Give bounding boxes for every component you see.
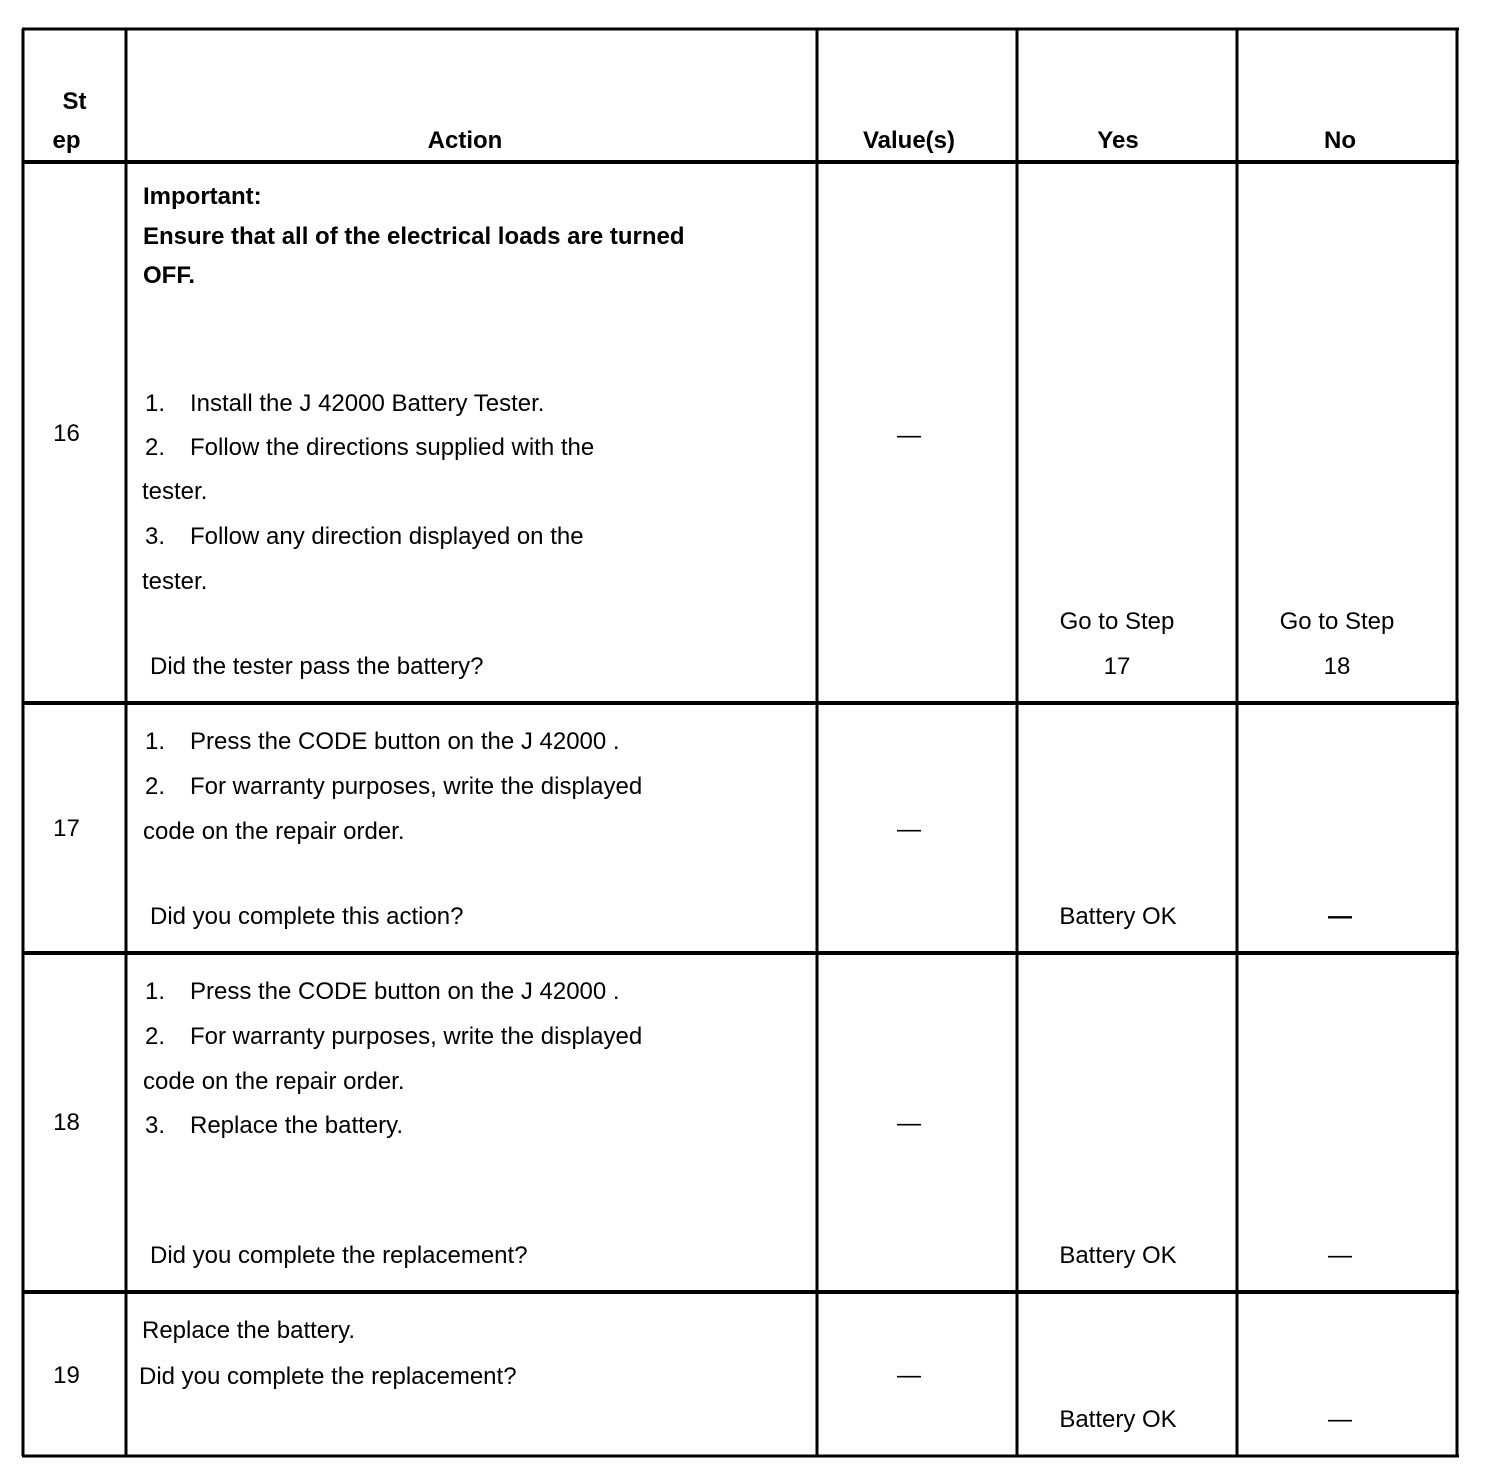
no-cell: —	[1328, 1406, 1352, 1433]
yes-cell: Battery OK	[1059, 903, 1177, 930]
step-question: Did the tester pass the battery?	[150, 653, 484, 680]
yes-cell: Go to Step	[1059, 608, 1175, 635]
list-item-text: tester.	[142, 568, 208, 595]
list-item-number: 3.	[145, 1112, 166, 1139]
no-cell: —	[1328, 1242, 1352, 1269]
list-item-text: Press the CODE button on the J 42000 .	[190, 728, 620, 755]
list-item-text: Replace the battery.	[190, 1112, 404, 1139]
list-item-text: Press the CODE button on the J 42000 .	[190, 978, 620, 1005]
list-item-text: For warranty purposes, write the displayed	[190, 773, 643, 800]
important-text: OFF.	[143, 262, 195, 289]
list-item-number: 2.	[145, 1023, 166, 1050]
yes-cell: 17	[1103, 653, 1131, 680]
list-item-text: Install the J 42000 Battery Tester.	[190, 390, 545, 417]
important-label: Important:	[143, 183, 262, 210]
no-cell: —	[1328, 903, 1352, 930]
step-question: Did you complete the replacement?	[139, 1363, 517, 1390]
yes-cell: Battery OK	[1059, 1242, 1177, 1269]
step-number: 19	[53, 1362, 80, 1389]
yes-cell: Battery OK	[1059, 1406, 1177, 1433]
step-number: 16	[53, 420, 80, 447]
list-item-number: 1.	[145, 978, 166, 1005]
list-item-text: For warranty purposes, write the displayed	[190, 1023, 643, 1050]
value-cell: —	[897, 422, 921, 449]
list-item-text: Follow the directions supplied with the	[190, 434, 595, 461]
value-cell: —	[897, 1110, 921, 1137]
list-item-number: 3.	[145, 523, 166, 550]
header-yes: Yes	[1097, 127, 1139, 154]
header-step-line1: St	[62, 88, 87, 115]
header-step-line2: ep	[52, 127, 81, 154]
header-action: Action	[427, 127, 503, 154]
header-values: Value(s)	[862, 127, 956, 154]
step-action-text: Replace the battery.	[142, 1317, 356, 1344]
list-item-number: 2.	[145, 434, 166, 461]
header-no: No	[1324, 127, 1356, 154]
step-number: 18	[53, 1109, 80, 1136]
list-item-text: Follow any direction displayed on the	[190, 523, 584, 550]
list-item-number: 2.	[145, 773, 166, 800]
step-number: 17	[53, 815, 80, 842]
list-item-number: 1.	[145, 728, 166, 755]
step-question: Did you complete the replacement?	[150, 1242, 528, 1269]
list-item-text: tester.	[142, 478, 208, 505]
list-item-text: code on the repair order.	[143, 1068, 405, 1095]
no-cell: 18	[1323, 653, 1351, 680]
value-cell: —	[897, 816, 921, 843]
step-question: Did you complete this action?	[150, 903, 464, 930]
important-text: Ensure that all of the electrical loads are turned	[143, 223, 685, 250]
list-item-text: code on the repair order.	[143, 818, 405, 845]
value-cell: —	[897, 1362, 921, 1389]
no-cell: Go to Step	[1279, 608, 1395, 635]
list-item-number: 1.	[145, 390, 166, 417]
